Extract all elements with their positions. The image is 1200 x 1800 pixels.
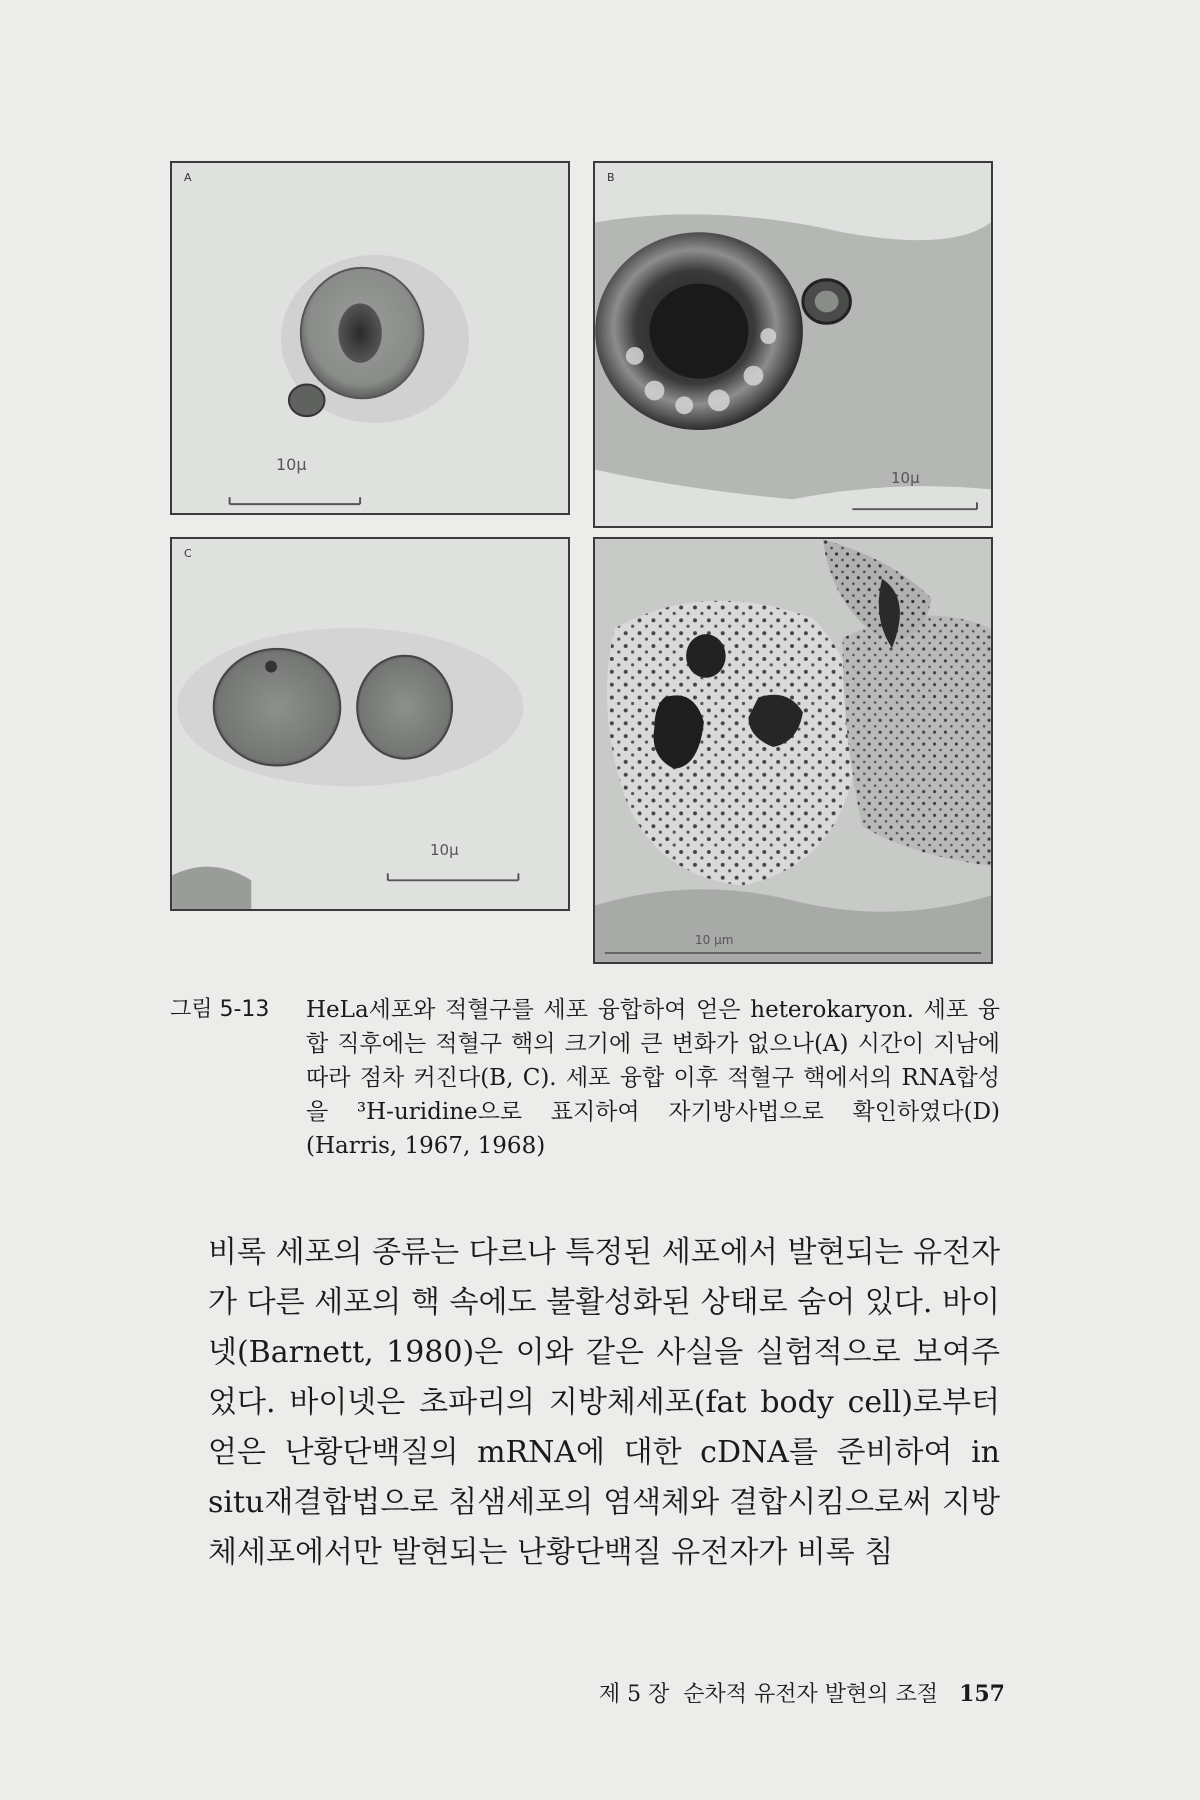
panel-label: B (607, 171, 615, 184)
scale-bar-label: 10μ (891, 469, 920, 487)
page-number: 157 (959, 1681, 1005, 1707)
figure-caption (170, 993, 1000, 1163)
micrograph-a (172, 163, 568, 513)
chapter-title: 제 5 장 순차적 유전자 발현의 조절 (598, 1682, 939, 1707)
panel-label: C (184, 547, 192, 560)
paragraph: 비록 세포의 종류는 다르나 특정된 세포에서 발현되는 유전자가 다른 세포의 핵 속에도 불활성화된 상태로 숨어 있다. 바이넷(Barnett, 1980)은 이와 같은 사실을 실험적으로 보여주었다. 바이넷은 초파리의 지방체세포(fat body cell)로부터 얻은 난황단백질의 mRNA에 대한 cDNA를 준비하여 in situ재결합법으로 침샘세포의 염색체와 결합시킴으로써 지방체세포에서만 발현되는 난황단백질 유전자가 비록 침 (208, 1235, 1000, 1570)
scale-bar-label: 10μ (276, 455, 307, 474)
micrograph-b (595, 163, 991, 526)
figure-panel-a (170, 161, 570, 515)
caption-text: HeLa세포와 적혈구를 세포 융합하여 얻은 heterokaryon. 세포 융합 직후에는 적혈구 핵의 크기에 큰 변화가 없으나(A) 시간이 지남에 따라 점차 커진다(B, C). 세포 융합 이후 적혈구 핵에서의 RNA합성을 ³H-uridine으로 표지하여 자기방사법으로 확인하였다(D) (Harris, 1967, 1968) (306, 997, 1000, 1159)
micrograph-d (595, 539, 991, 962)
figure-panel-b (593, 161, 993, 528)
figure-panel-d (593, 537, 993, 964)
body-text (208, 1228, 1000, 1578)
figure-number: 그림 5-13 (170, 997, 270, 1022)
scale-bar-label: 10 μm (695, 933, 734, 947)
scale-bar-label: 10μ (430, 841, 459, 859)
page-footer (545, 1677, 1005, 1708)
figure-panel-c (170, 537, 570, 911)
panel-label: A (184, 171, 192, 184)
micrograph-c (172, 539, 568, 909)
